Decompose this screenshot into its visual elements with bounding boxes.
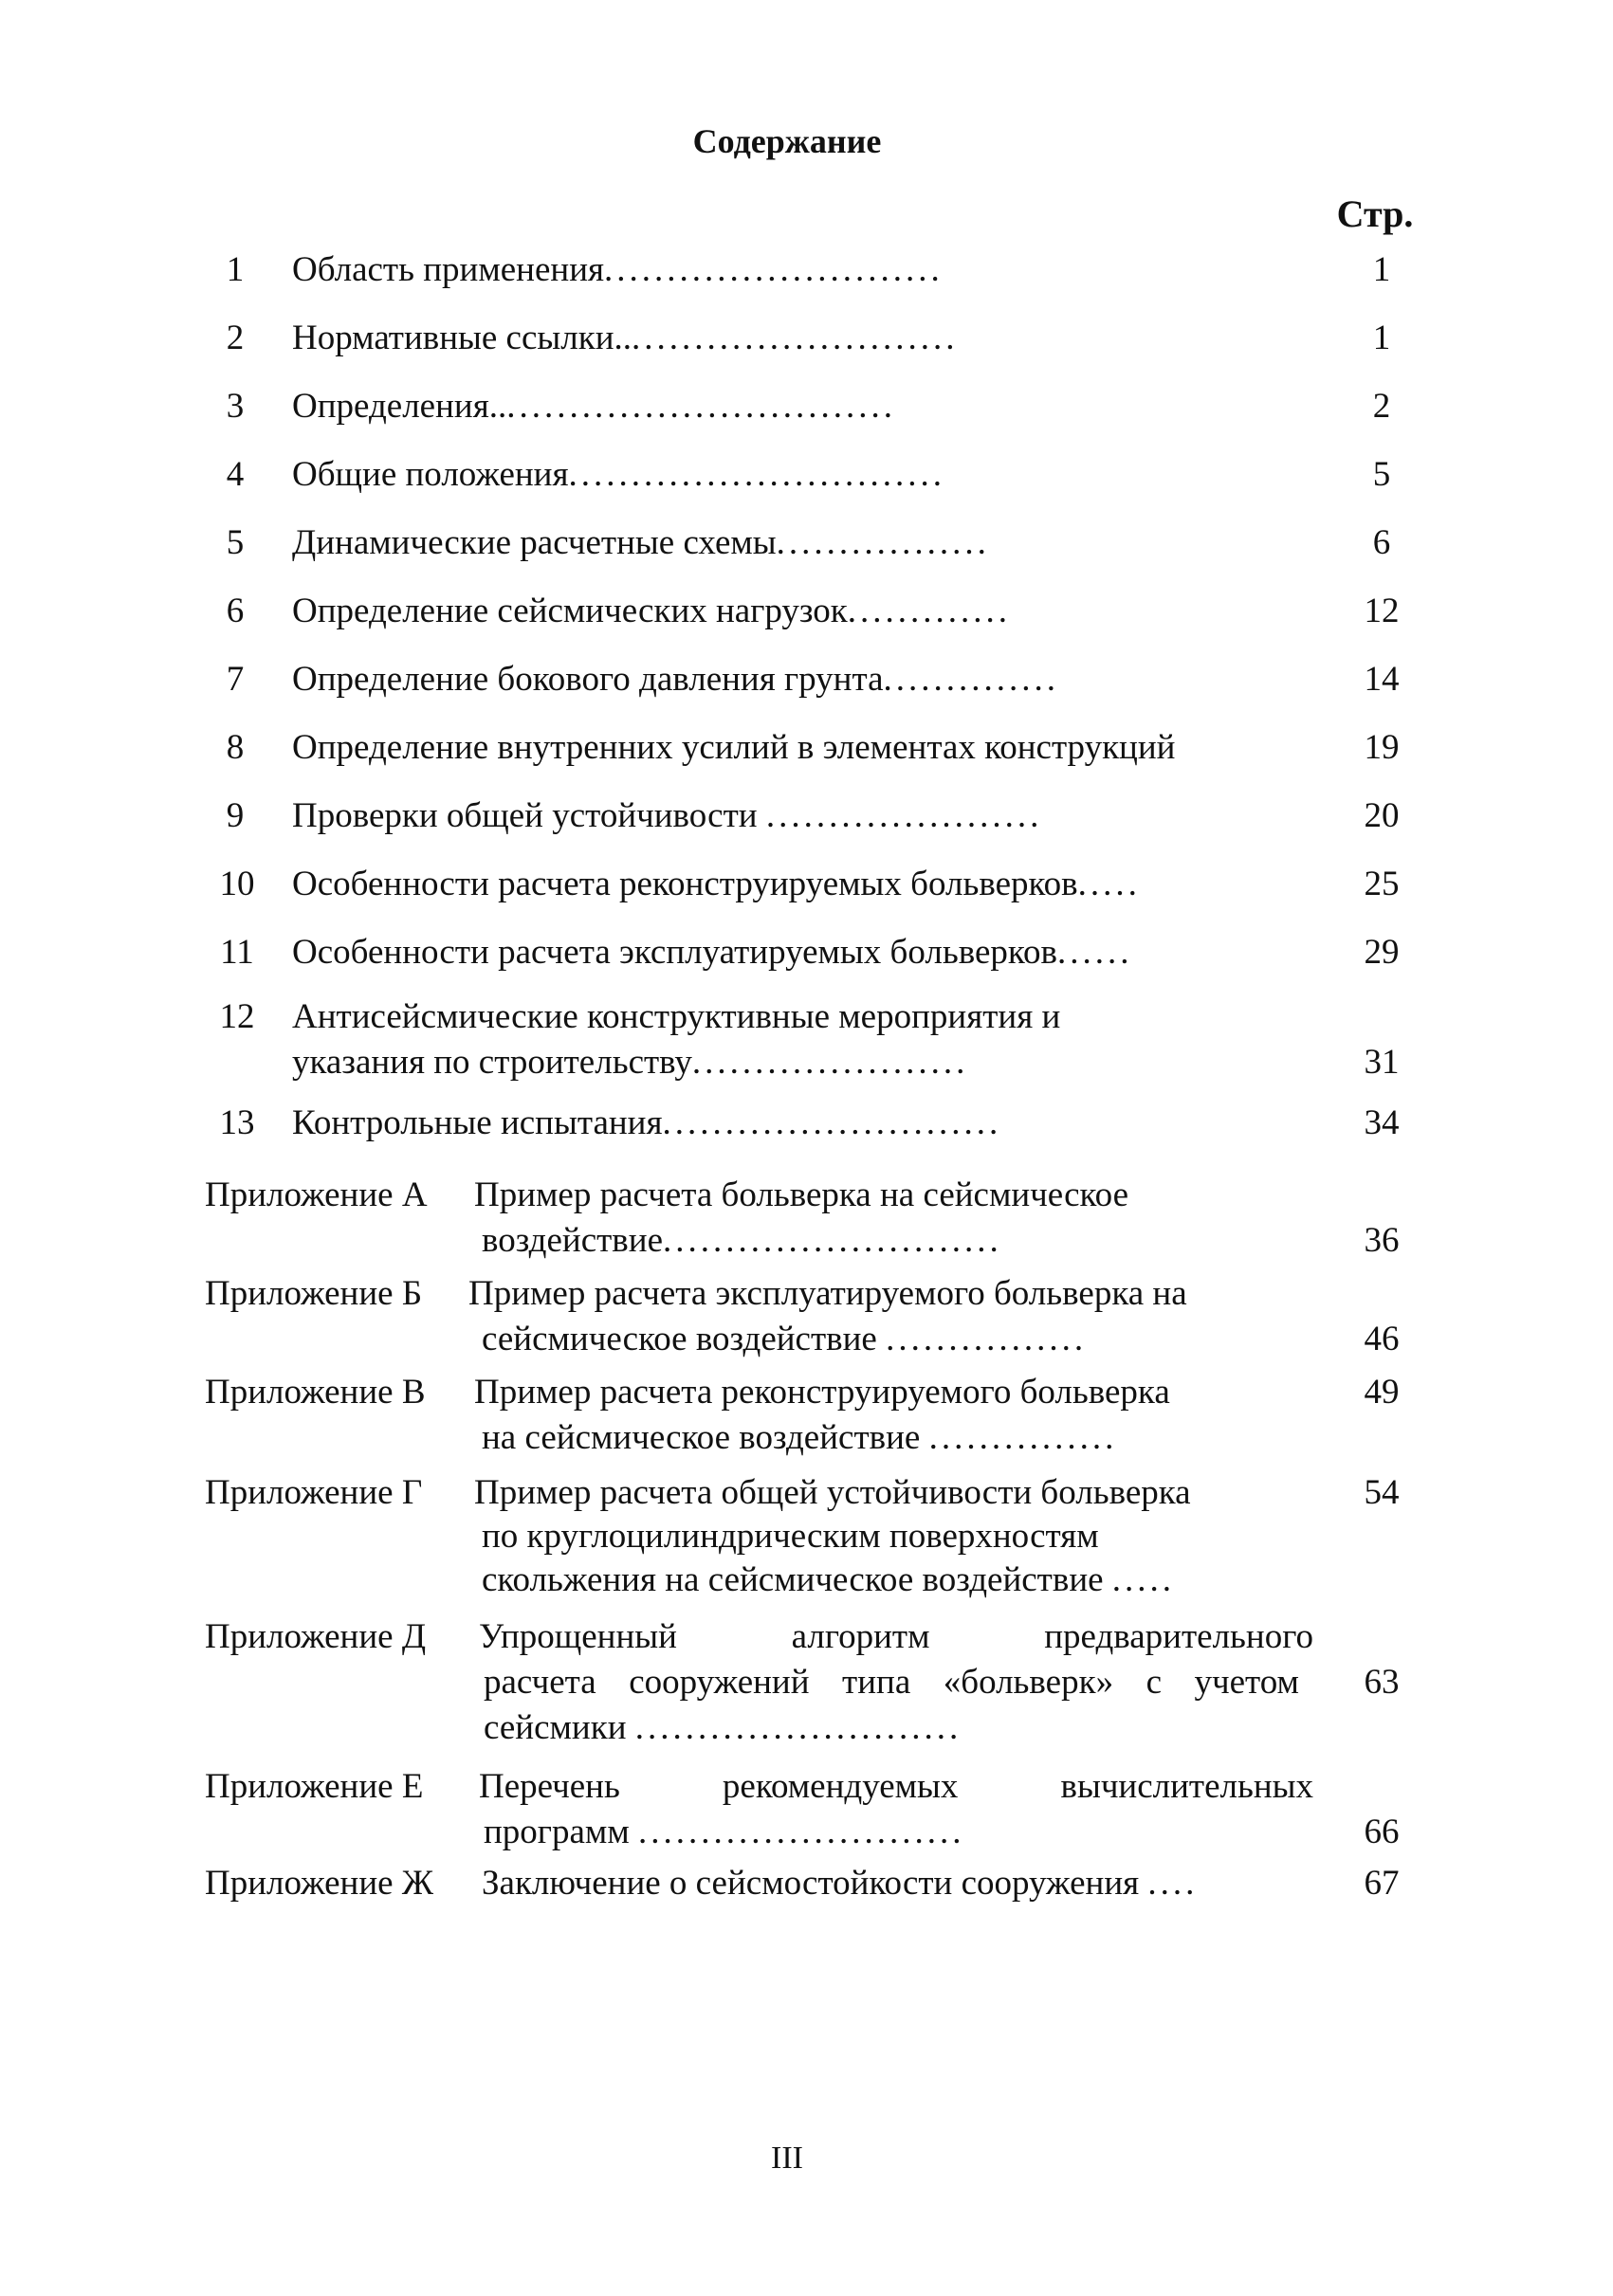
section-title: Определения................................. xyxy=(292,387,896,426)
appendix-title-line2: воздействие........................... xyxy=(482,1221,1002,1260)
appendix-title-line1: Пример расчета реконструируемого больверка xyxy=(474,1373,1170,1412)
section-page: 19 xyxy=(1364,728,1400,767)
appendix-label: Приложение Б xyxy=(205,1274,423,1313)
appendix-title-line2: расчета сооружений типа «больверк» с учетом xyxy=(484,1663,1299,1702)
appendix-label: Приложение В xyxy=(205,1373,426,1412)
section-number: 1 xyxy=(226,250,245,289)
appendix-title-line1: Пример расчета эксплуатируемого больверка на xyxy=(468,1274,1187,1313)
section-page: 25 xyxy=(1364,865,1400,903)
page-title: Содержание xyxy=(692,122,882,160)
section-title: Нормативные ссылки............................ xyxy=(292,319,959,357)
appendix-title-line2: сейсмическое воздействие ................ xyxy=(482,1320,1088,1358)
section-title: Определение бокового давления грунта.............. xyxy=(292,660,1060,699)
appendix-page: 67 xyxy=(1364,1864,1400,1903)
section-page: 29 xyxy=(1364,933,1400,972)
section-number: 8 xyxy=(226,728,245,767)
section-page: 14 xyxy=(1364,660,1400,699)
section-title: Контрольные испытания........................... xyxy=(292,1103,1002,1142)
section-number: 11 xyxy=(220,933,254,972)
appendix-label: Приложение Г xyxy=(205,1473,423,1512)
appendix-page: 49 xyxy=(1364,1373,1400,1412)
appendix-label: Приложение Е xyxy=(205,1767,424,1806)
appendix-title-line1: Пример расчета общей устойчивости больверка xyxy=(474,1473,1191,1512)
appendix-label: Приложение А xyxy=(205,1175,428,1214)
section-number: 5 xyxy=(226,523,245,562)
section-page: 20 xyxy=(1364,796,1400,835)
section-page: 1 xyxy=(1372,319,1391,357)
appendix-page: 46 xyxy=(1364,1320,1400,1358)
section-page: 2 xyxy=(1372,387,1391,426)
section-title: Определение внутренних усилий в элементах конструкций xyxy=(292,728,1176,767)
appendix-label: Приложение Д xyxy=(205,1617,427,1656)
page-column-header: Стр. xyxy=(1336,192,1414,235)
appendix-title-line2: на сейсмическое воздействие ............... xyxy=(482,1418,1118,1457)
section-title-line2: указания по строительству...................... xyxy=(292,1043,969,1082)
appendix-label: Приложение Ж xyxy=(205,1864,433,1903)
appendix-page: 54 xyxy=(1364,1473,1400,1512)
section-number: 2 xyxy=(226,319,245,357)
section-title: Особенности расчета реконструируемых больверков..... xyxy=(292,865,1141,903)
appendix-title-line3: сейсмики .......................... xyxy=(484,1708,962,1747)
section-number: 12 xyxy=(219,997,255,1036)
appendix-page: 66 xyxy=(1364,1813,1400,1851)
section-number: 3 xyxy=(226,387,245,426)
section-title: Особенности расчета эксплуатируемых больверков...... xyxy=(292,933,1133,972)
appendix-title-line1: Пример расчета больверка на сейсмическое xyxy=(474,1175,1129,1214)
appendix-page: 63 xyxy=(1364,1663,1400,1702)
appendix-title-line1: Перечень рекомендуемых вычислительных xyxy=(479,1767,1313,1806)
section-title-line1: Антисейсмические конструктивные мероприятия и xyxy=(292,997,1061,1036)
section-title: Область применения........................... xyxy=(292,250,944,289)
appendix-title-line1: Заключение о сейсмостойкости сооружения .... xyxy=(482,1864,1199,1903)
appendix-title-line2: программ .......................... xyxy=(484,1813,965,1851)
section-page: 31 xyxy=(1364,1043,1400,1082)
appendix-title-line1: Упрощенный алгоритм предварительного xyxy=(479,1617,1313,1656)
appendix-title-line2: по круглоцилиндрическим поверхностям xyxy=(482,1517,1099,1556)
section-page: 5 xyxy=(1372,455,1391,494)
section-page: 1 xyxy=(1372,250,1391,289)
section-page: 6 xyxy=(1372,523,1391,562)
section-number: 13 xyxy=(219,1103,255,1142)
section-number: 6 xyxy=(226,592,245,630)
appendix-title-line3: скольжения на сейсмическое воздействие ..... xyxy=(482,1560,1176,1599)
section-number: 9 xyxy=(226,796,245,835)
section-title: Общие положения.............................. xyxy=(292,455,945,494)
section-number: 7 xyxy=(226,660,245,699)
section-page: 12 xyxy=(1364,592,1400,630)
section-title: Динамические расчетные схемы................. xyxy=(292,523,990,562)
section-page: 34 xyxy=(1364,1103,1400,1142)
appendix-page: 36 xyxy=(1364,1221,1400,1260)
section-title: Определение сейсмических нагрузок............. xyxy=(292,592,1012,630)
section-title: Проверки общей устойчивости ...................... xyxy=(292,796,1043,835)
section-number: 10 xyxy=(219,865,255,903)
section-number: 4 xyxy=(226,455,245,494)
footer-page-number: III xyxy=(771,2141,803,2176)
